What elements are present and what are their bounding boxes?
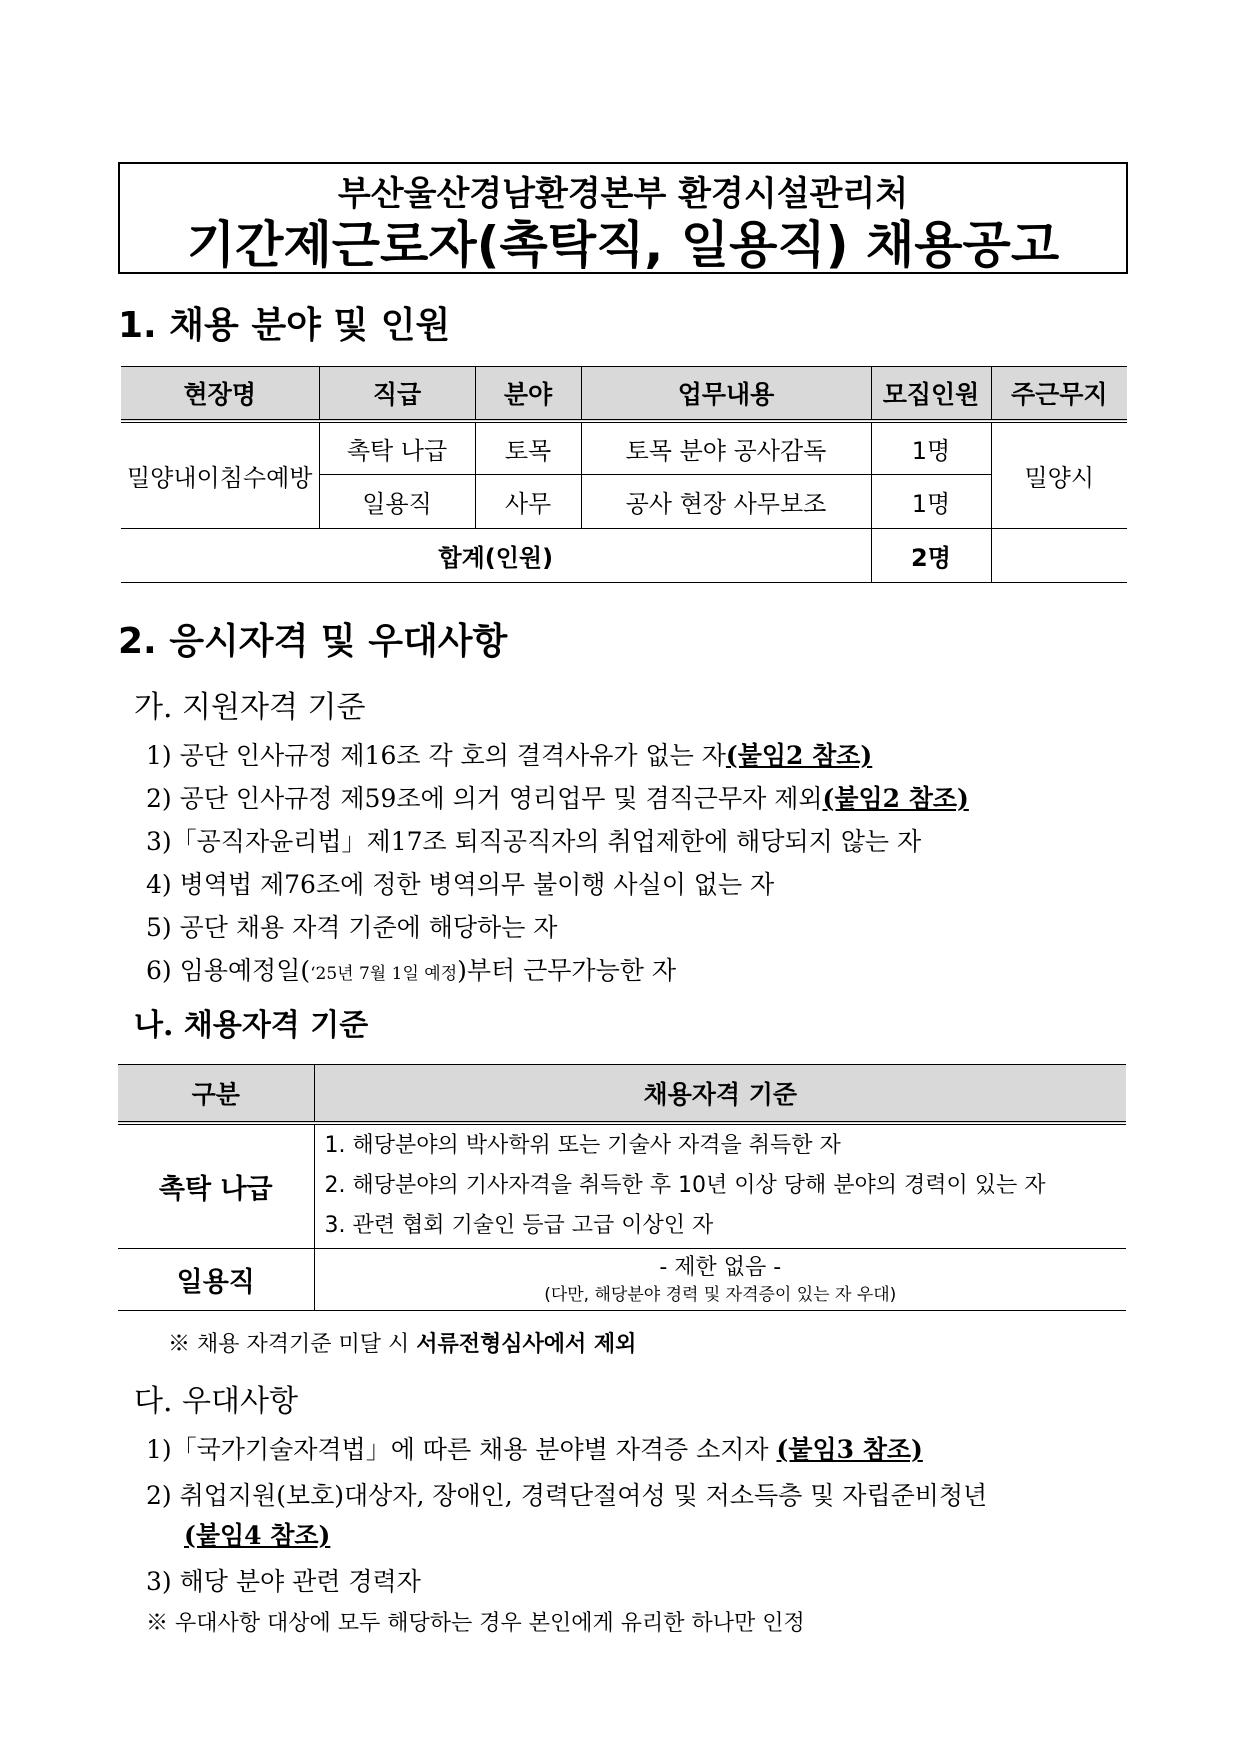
qualification-table [118,1064,1126,1311]
header-criteria: 채용자격 기준 [314,1065,1126,1123]
cell-field: 사무 [475,475,581,529]
header-grade: 직급 [319,367,475,421]
list-item: 1)「국가기술자격법」에 따른 채용 분야별 자격증 소지자 (붙임3 참조) [146,1435,923,1464]
preference-note: ※ 우대사항 대상에 모두 해당하는 경우 본인에게 유리한 하나만 인정 [146,1611,805,1636]
table-row [118,1249,1126,1311]
reference-link: (붙임2 참조) [822,784,969,813]
recruitment-table [121,366,1127,583]
list-item: 3)「공직자윤리법」제17조 퇴직공직자의 취업제한에 해당되지 않는 자 [146,827,922,856]
reference-link: (붙임3 참조) [776,1435,923,1464]
title-organization: 부산울산경남환경본부 환경시설관리처 [337,174,909,214]
cell-grade: 일용직 [319,475,475,529]
qualification-note: ※ 채용 자격기준 미달 시 서류전형심사에서 제외 [168,1331,637,1357]
subsection-ga-title: 가. 지원자격 기준 [134,690,366,725]
list-item: 6) 임용예정일(‘25년 7월 1일 예정)부터 근무가능한 자 [146,956,676,985]
total-label: 합계(인원) [121,529,871,583]
list-item: 1) 공단 인사규정 제16조 각 호의 결격사유가 없는 자(붙임2 참조) [146,741,873,770]
section1-heading: 1. 채용 분야 및 인원 [118,305,451,346]
header-category: 구분 [118,1065,314,1123]
cell-count: 1명 [871,475,991,529]
section2-heading: 2. 응시자격 및 우대사항 [118,621,508,662]
table-row [118,1123,1126,1249]
cell-grade: 촉탁 나급 [319,421,475,475]
table-row [121,421,1127,475]
cell-duty: 공사 현장 사무보조 [581,475,871,529]
header-field: 분야 [475,367,581,421]
category-contract: 촉탁 나급 [118,1123,314,1249]
criteria-daily: - 제한 없음 - (다만, 해당분야 경력 및 자격증이 있는 자 우대) [314,1249,1126,1311]
list-item: 5) 공단 채용 자격 기준에 해당하는 자 [146,913,558,942]
header-site: 현장명 [121,367,319,421]
category-daily: 일용직 [118,1249,314,1311]
list-item-continuation [184,1518,330,1554]
title-main: 기간제근로자(촉탁직, 일용직) 채용공고 [186,216,1060,274]
header-duty: 업무내용 [581,367,871,421]
list-item: 3) 해당 분야 관련 경력자 [146,1567,421,1596]
list-item: 4) 병역법 제76조에 정한 병역의무 불이행 사실이 없는 자 [146,870,775,899]
total-row [121,529,1127,583]
total-count: 2명 [871,529,991,583]
cell-location: 밀양시 [991,421,1127,529]
title-box [118,162,1128,274]
header-count: 모집인원 [871,367,991,421]
cell-count: 1명 [871,421,991,475]
cell-field: 토목 [475,421,581,475]
cell-site: 밀양내이침수예방 [121,421,319,529]
subsection-da-title: 다. 우대사항 [134,1384,298,1419]
total-empty [991,529,1127,583]
list-item: 2) 공단 인사규정 제59조에 의거 영리업무 및 겸직근무자 제외(붙임2 참조) [146,784,969,813]
header-location: 주근무지 [991,367,1127,421]
reference-link: (붙임2 참조) [725,741,873,770]
subsection-na-title: 나. 채용자격 기준 [134,1008,369,1043]
cell-duty: 토목 분야 공사감독 [581,421,871,475]
list-item: 2) 취업지원(보호)대상자, 장애인, 경력단절여성 및 저소득층 및 자립준비청년 [146,1481,988,1510]
reference-link: (붙임4 참조) [184,1521,331,1550]
criteria-contract: 1. 해당분야의 박사학위 또는 기술사 자격을 취득한 자 2. 해당분야의 기사자격을 취득한 후 10년 이상 당해 분야의 경력이 있는 자 3. 관련 협회 기술인 등급 고급 이상인 자 [314,1123,1126,1249]
